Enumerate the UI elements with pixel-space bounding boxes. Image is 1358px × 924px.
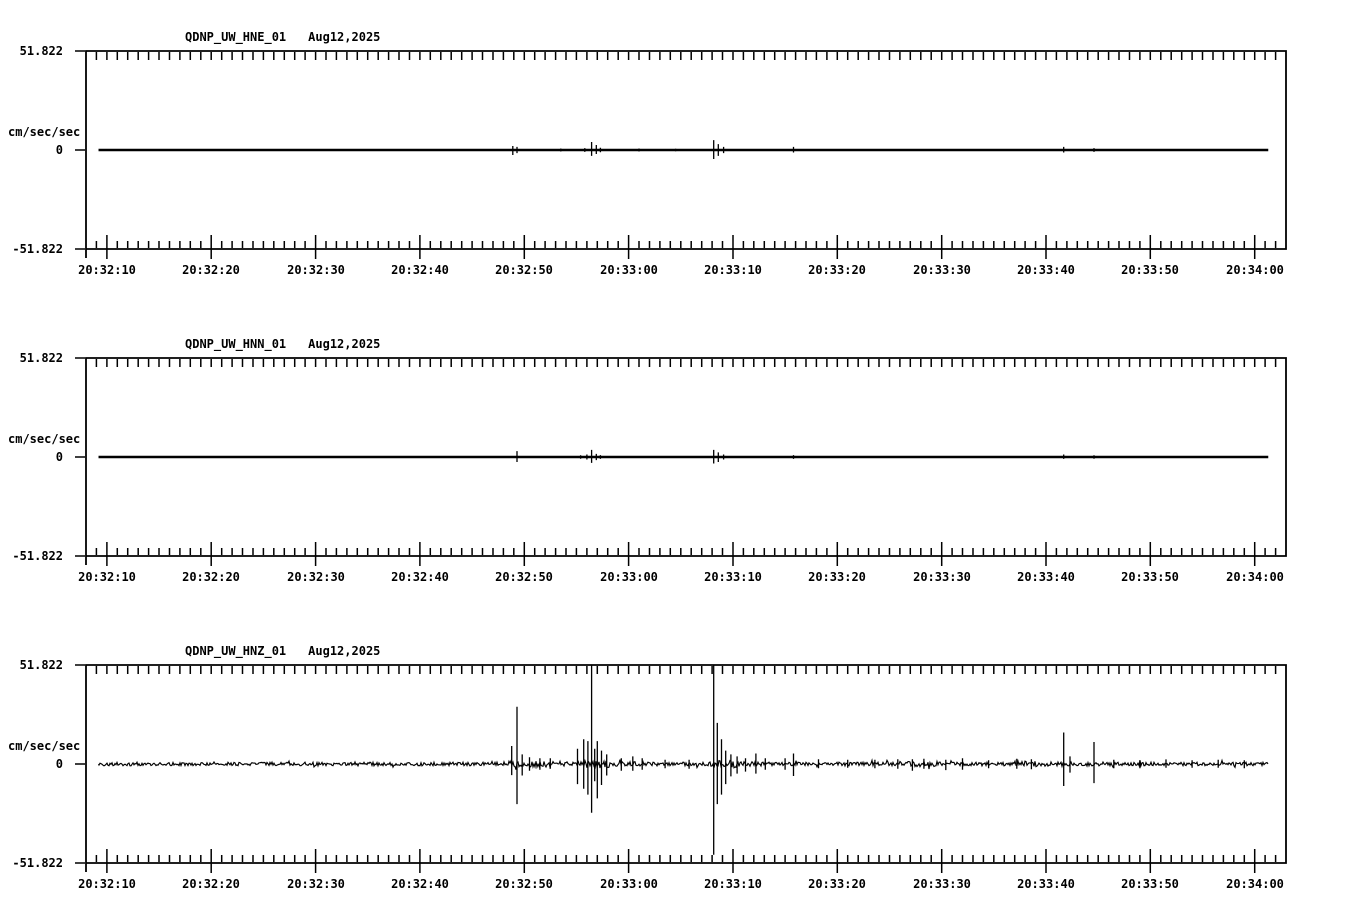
y-axis-unit-label: cm/sec/sec — [8, 432, 81, 446]
x-tick-label: 20:32:20 — [182, 263, 240, 277]
x-tick-label: 20:33:00 — [600, 877, 658, 891]
x-tick-label: 20:33:40 — [1017, 263, 1075, 277]
x-tick-label: 20:33:20 — [808, 570, 866, 584]
x-tick-label: 20:33:30 — [913, 263, 971, 277]
x-tick-label: 20:32:40 — [391, 570, 449, 584]
x-tick-label: 20:33:00 — [600, 570, 658, 584]
x-tick-label: 20:32:50 — [495, 263, 553, 277]
trace-group — [99, 646, 1268, 855]
trace-group — [99, 140, 1269, 159]
x-tick-label: 20:33:20 — [808, 877, 866, 891]
x-axis-labels — [0, 263, 1358, 279]
x-tick-label: 20:32:10 — [78, 570, 136, 584]
y-axis-max-label: 51.822 — [19, 658, 63, 672]
x-tick-label: 20:33:40 — [1017, 877, 1075, 891]
x-tick-label: 20:32:10 — [78, 877, 136, 891]
x-tick-label: 20:33:50 — [1121, 570, 1179, 584]
seismogram-panel-hnz — [0, 614, 1358, 922]
date-label: Aug12,2025 — [308, 30, 381, 44]
panel-title — [185, 644, 380, 659]
event-spikes — [512, 646, 1245, 855]
x-tick-label: 20:33:20 — [808, 263, 866, 277]
x-tick-label: 20:34:00 — [1226, 877, 1284, 891]
x-tick-label: 20:32:10 — [78, 263, 136, 277]
y-axis-min-label: -51.822 — [12, 549, 63, 563]
y-axis-zero-label: 0 — [55, 757, 63, 771]
x-axis-labels — [0, 570, 1358, 586]
y-axis-min-label: -51.822 — [12, 242, 63, 256]
x-tick-label: 20:32:30 — [287, 570, 345, 584]
x-tick-label: 20:33:50 — [1121, 263, 1179, 277]
waveform-plot-hnn — [0, 307, 1358, 615]
x-tick-label: 20:33:00 — [600, 263, 658, 277]
x-tick-label: 20:32:30 — [287, 877, 345, 891]
station-label: QDNP_UW_HNZ_01 — [185, 644, 287, 658]
x-tick-label: 20:33:10 — [704, 877, 762, 891]
x-tick-label: 20:34:00 — [1226, 570, 1284, 584]
waveform-plot-hne — [0, 0, 1358, 308]
y-axis-zero-label: 0 — [55, 143, 63, 157]
x-tick-label: 20:33:10 — [704, 570, 762, 584]
waveform-plot-hnz — [0, 614, 1358, 922]
x-tick-label: 20:33:30 — [913, 570, 971, 584]
x-tick-label: 20:33:40 — [1017, 570, 1075, 584]
panel-title — [185, 30, 380, 45]
seismogram-panel-hne — [0, 0, 1358, 308]
y-axis-unit-label: cm/sec/sec — [8, 125, 81, 139]
x-tick-label: 20:34:00 — [1226, 263, 1284, 277]
plot-frame — [86, 51, 1286, 258]
x-tick-label: 20:32:40 — [391, 263, 449, 277]
station-label: QDNP_UW_HNE_01 — [185, 30, 287, 44]
x-tick-label: 20:32:40 — [391, 877, 449, 891]
x-tick-label: 20:33:50 — [1121, 877, 1179, 891]
x-tick-label: 20:32:30 — [287, 263, 345, 277]
station-label: QDNP_UW_HNN_01 — [185, 337, 287, 351]
trace-group — [99, 450, 1269, 464]
y-axis-max-label: 51.822 — [19, 44, 63, 58]
date-label: Aug12,2025 — [308, 644, 381, 658]
noise-trace — [99, 760, 1268, 770]
y-axis-min-label: -51.822 — [12, 856, 63, 870]
x-tick-label: 20:32:50 — [495, 570, 553, 584]
x-tick-label: 20:32:20 — [182, 570, 240, 584]
y-axis-zero-label: 0 — [55, 450, 63, 464]
plot-frame — [86, 665, 1286, 872]
plot-frame — [86, 358, 1286, 565]
x-tick-label: 20:33:30 — [913, 877, 971, 891]
panel-title — [185, 337, 380, 352]
seismogram-panel-hnn — [0, 307, 1358, 615]
x-tick-label: 20:33:10 — [704, 263, 762, 277]
x-tick-label: 20:32:20 — [182, 877, 240, 891]
y-axis-unit-label: cm/sec/sec — [8, 739, 81, 753]
x-tick-label: 20:32:50 — [495, 877, 553, 891]
y-axis-max-label: 51.822 — [19, 351, 63, 365]
x-axis-labels — [0, 877, 1358, 893]
date-label: Aug12,2025 — [308, 337, 381, 351]
